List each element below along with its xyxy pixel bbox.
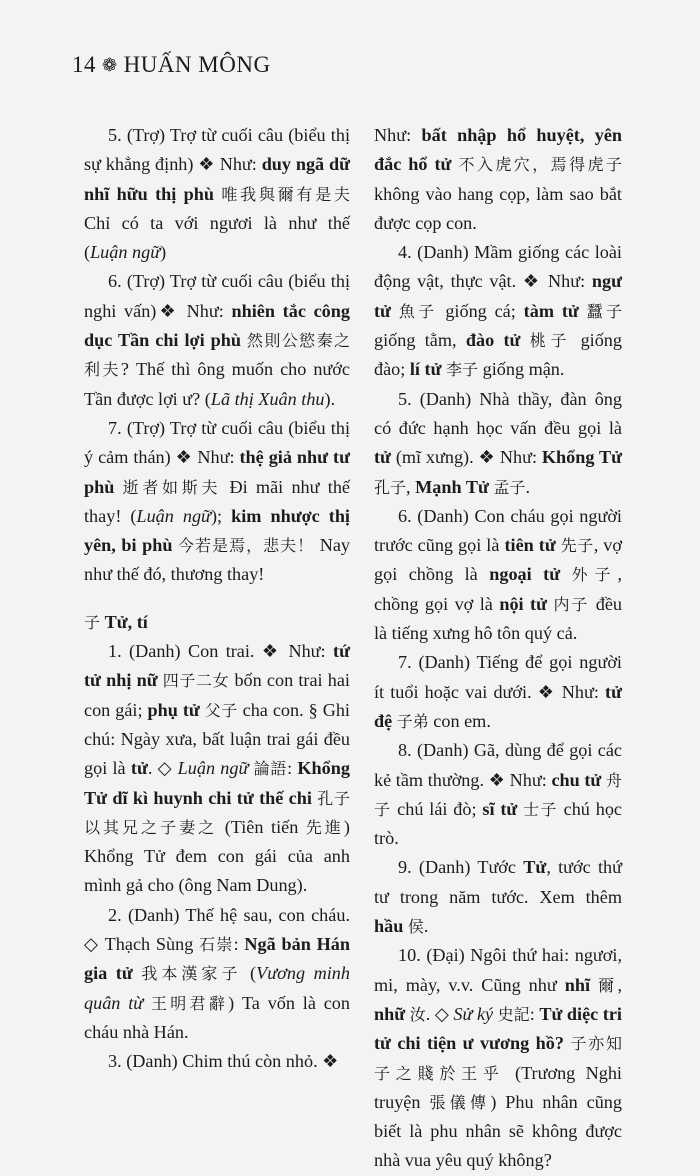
definition-paragraph: 8. (Danh) Gã, dùng để gọi các kẻ tầm thường. ❖ Như: chu tử 舟子 chú lái đò; sĩ tử 士子 chú học trò. — [374, 740, 622, 849]
definition-paragraph: Như: bất nhập hổ huyệt, yên đắc hổ tử 不入虎穴，焉得虎子 không vào hang cọp, làm sao bắt được cọp con. — [374, 125, 623, 233]
definition-paragraph: 10. (Đại) Ngôi thứ hai: ngươi, mi, mày, v.v. Cũng như nhĩ 爾, nhữ 汝. ◇ Sử ký 史記: Tử diệc tri tử chi tiện ư vương hồ? 子亦知子之賤於王乎 (Trương Nghi truyện 張儀傳) Phu nhân cũng biết là phu nhân sẽ không được nhà vua yêu quý không? — [374, 945, 623, 1171]
definition-paragraph: 4. (Danh) Mầm giống các loài động vật, thực vật. ❖ Như: ngư tử 魚子 giống cá; tàm tử 蠶子 giống tằm, đào tử 桃子 giống đào; lí tử 李子 giống mận. — [374, 242, 622, 380]
flower-ornament-icon: ❁ — [102, 54, 118, 75]
definition-paragraph: 7. (Danh) Tiếng để gọi người ít tuổi hoặc vai dưới. ❖ Như: tử đệ 子弟 con em. — [374, 652, 622, 731]
definition-paragraph: 2. (Danh) Thế hệ sau, con cháu. ◇ Thạch Sùng 石崇: Ngã bản Hán gia tử 我本漢家子 (Vương minh quân từ 王明君辭) Ta vốn là con cháu nhà Hán. — [84, 904, 350, 1042]
definition-paragraph: 1. (Danh) Con trai. ❖ Như: tứ tử nhị nữ 四子二女 bốn con trai hai con gái; phụ tử 父子 cha con. § Ghi chú: Ngày xưa, bất luận trai gái đều gọi là tử. ◇ Luận ngữ 論語: Khổng Tử dĩ kì huynh chi tử thế chi 孔子以其兄之子妻之 (Tiên tiến 先進) Khổng Tử đem con gái của anh mình gả cho (ông Nam Dung). — [84, 641, 350, 896]
definition-paragraph: 7. (Trợ) Trợ từ cuối câu (biểu thị ý cảm thán) ❖ Như: thệ giả như tư phù 逝者如斯夫 Đi mãi như thế thay! (Luận ngữ); kim nhược thị yên, bi phù 今若是焉，悲夫！ Nay như thế đó, thương thay! — [84, 417, 350, 585]
page-number: 14 — [72, 52, 96, 77]
definition-paragraph: 5. (Danh) Nhà thầy, đàn ông có đức hạnh học vấn đều gọi là tử (mĩ xưng). ❖ Như: Khổng Tử 孔子, Mạnh Tử 孟子. — [374, 388, 623, 497]
definition-paragraph: 6. (Danh) Con cháu gọi người trước cũng gọi là tiên tử 先子, vợ gọi chồng là ngoại tử 外子, chồng gọi vợ là nội tử 内子 đều là tiếng xưng hô tôn quý cả. — [374, 505, 622, 644]
definition-paragraph: 3. (Danh) Chim thú còn nhỏ. ❖ — [108, 1051, 339, 1072]
definition-paragraph: 6. (Trợ) Trợ từ cuối câu (biểu thị nghi vấn)❖ Như: nhiên tắc công dục Tần chi lợi phù 然則公慾秦之利夫? Thế thì ông muốn cho nước Tần được lợi ư? (Lã thị Xuân thu). — [84, 271, 350, 409]
book-title: HUẤN MÔNG — [123, 52, 271, 77]
entry-headword: 子 Tử, tí — [84, 611, 148, 632]
definition-paragraph: 9. (Danh) Tước Tử, tước thứ tư trong năm tước. Xem thêm hầu 侯. — [374, 857, 622, 937]
right-column — [374, 121, 622, 1176]
left-column — [84, 121, 350, 1077]
running-header — [72, 52, 271, 78]
definition-paragraph: 5. (Trợ) Trợ từ cuối câu (biểu thị sự khẳng định) ❖ Như: duy ngã dữ nhĩ hữu thị phù 唯我與爾有是夫 Chỉ có ta với ngươi là như thế (Luận ngữ) — [84, 125, 351, 263]
